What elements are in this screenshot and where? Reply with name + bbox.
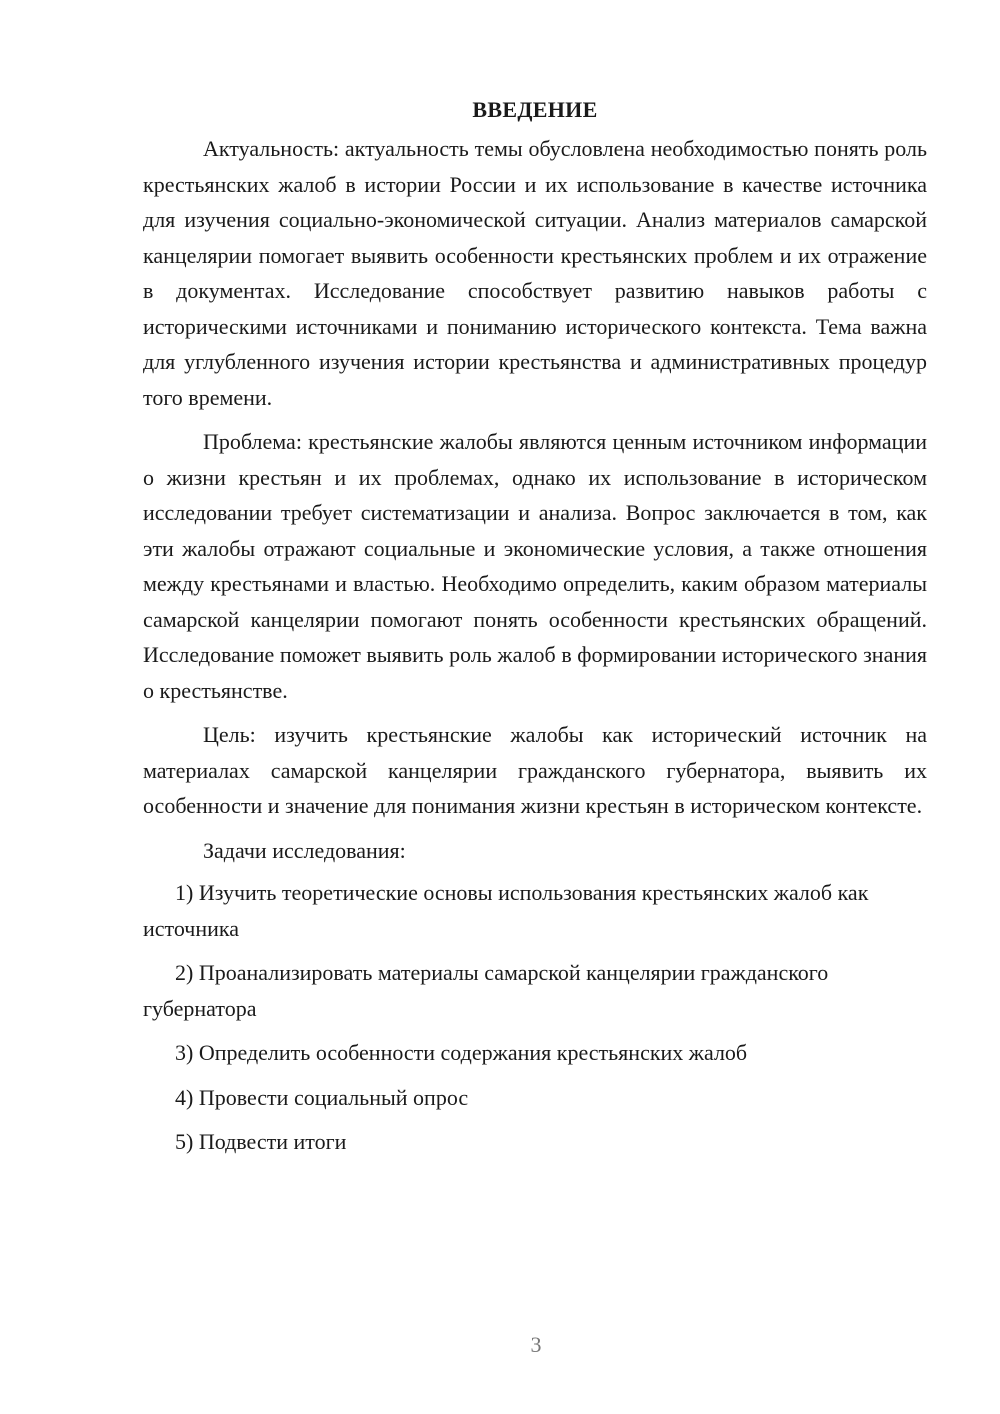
paragraph-relevance: Актуальность: актуальность темы обусловлена необходимостью понять роль крестьянских жалоб в истории России и их использование в качестве источника для изучения социально-экономической ситуации. Анализ материалов самарской канцелярии помогает выявить особенности крестьянских проблем и их отражение в документах. Исследование способствует развитию навыков работы с историческими источниками и пониманию исторического контекста. Тема важна для углубленного изучения истории крестьянства и административных процедур того времени.	[143, 136, 927, 410]
paragraph-problem: Проблема: крестьянские жалобы являются ценным источником информации о жизни крестьян и их проблемах, однако их использование в историческом исследовании требует систематизации и анализа. Вопрос заключается в том, как эти жалобы отражают социальные и экономические условия, а также отношения между крестьянами и властью. Необходимо определить, каким образом материалы самарской канцелярии помогают понять особенности крестьянских обращений. Исследование поможет выявить роль жалоб в формировании исторического знания о крестьянстве.	[143, 429, 927, 703]
task-item: 3) Определить особенности содержания крестьянских жалоб	[175, 1040, 748, 1065]
task-item: 1) Изучить теоретические основы использования крестьянских жалоб как источника	[143, 880, 869, 941]
tasks-heading: Задачи исследования:	[203, 837, 406, 863]
paragraph-goal: Цель: изучить крестьянские жалобы как исторический источник на материалах самарской канцелярии гражданского губернатора, выявить их особенности и значение для понимания жизни крестьян в историческом контексте.	[143, 722, 927, 818]
task-item: 5) Подвести итоги	[175, 1129, 347, 1154]
task-item: 2) Проанализировать материалы самарской канцелярии гражданского губернатора	[143, 960, 829, 1021]
page-content	[143, 95, 927, 1160]
section-title: ВВЕДЕНИЕ	[472, 97, 598, 122]
task-item: 4) Провести социальный опрос	[175, 1084, 469, 1110]
page-number: 3	[530, 1332, 542, 1357]
